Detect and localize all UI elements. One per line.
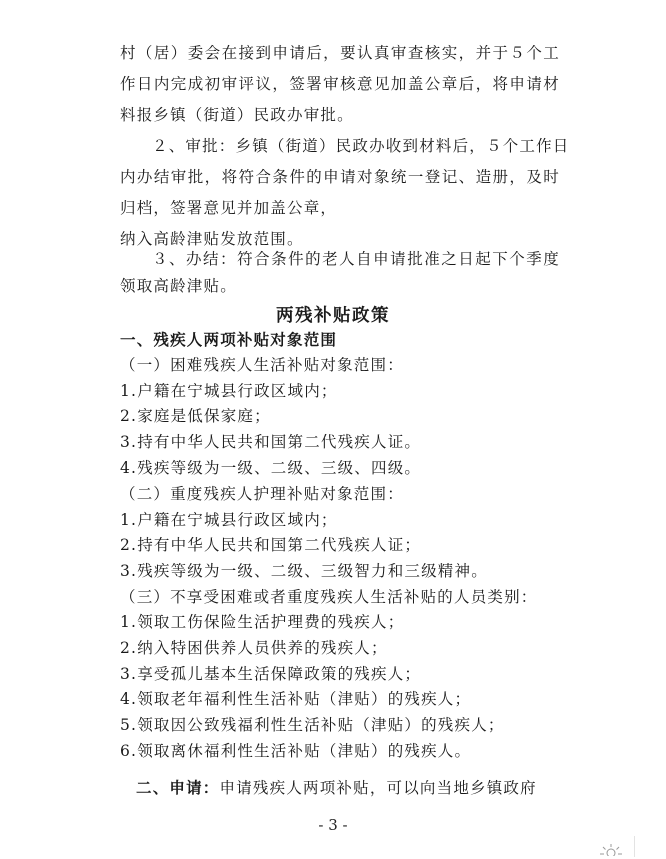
- paragraph-line: 料报乡镇（街道）民政办审批。: [120, 106, 354, 124]
- list-item: 3.享受孤儿基本生活保障政策的残疾人；: [120, 665, 422, 683]
- apply-text: 申请残疾人两项补贴，可以向当地乡镇政府: [219, 779, 537, 797]
- list-item: 1.户籍在宁城县行政区域内；: [120, 382, 338, 400]
- paragraph-line: 纳入高龄津贴发放范围。: [120, 230, 304, 248]
- page-edge-divider: [634, 836, 635, 857]
- subsection-title: 一、残疾人两项补贴对象范围: [120, 330, 338, 349]
- list-item: 4.残疾等级为一级、二级、三级、四级。: [120, 459, 422, 477]
- group-title: （一）困难残疾人生活补贴对象范围：: [120, 356, 404, 374]
- list-item: 3.残疾等级为一级、二级、三级智力和三级精神。: [120, 562, 488, 580]
- list-item: 2.家庭是低保家庭；: [120, 407, 271, 425]
- section-title: 两残补贴政策: [276, 306, 390, 326]
- apply-label: 二、申请：: [136, 778, 220, 797]
- paragraph-line: 内办结审批，将符合条件的申请对象统一登记、造册，及时: [120, 168, 560, 186]
- paragraph-line: 作日内完成初审评议，签署审核意见加盖公章后，将申请材: [120, 75, 560, 93]
- list-item: 1.户籍在宁城县行政区域内；: [120, 511, 338, 529]
- paragraph-line: ３、办结：符合条件的老人自申请批准之日起下个季度: [152, 250, 560, 268]
- list-item: 2.持有中华人民共和国第二代残疾人证；: [120, 536, 422, 554]
- paragraph-line: 归档，签署意见并加盖公章，: [120, 199, 338, 217]
- list-item: 6.领取离休福利性生活补贴（津贴）的残疾人。: [120, 742, 472, 760]
- list-item: 3.持有中华人民共和国第二代残疾人证。: [120, 433, 422, 451]
- list-item: 1.领取工伤保险生活护理费的残疾人；: [120, 613, 405, 631]
- paragraph-line: 领取高龄津贴。: [120, 277, 237, 295]
- paragraph-line: 村（居）委会在接到申请后，要认真审查核实，并于５个工: [120, 44, 560, 62]
- paragraph-line: ２、审批：乡镇（街道）民政办收到材料后，５个工作日: [152, 137, 570, 155]
- group-title: （三）不享受困难或者重度残疾人生活补贴的人员类别：: [120, 588, 538, 606]
- apply-line: [136, 778, 560, 798]
- page-number: - 3 -: [318, 816, 348, 834]
- group-title: （二）重度残疾人护理补贴对象范围：: [120, 485, 404, 503]
- list-item: 5.领取因公致残福利性生活补贴（津贴）的残疾人；: [120, 716, 505, 734]
- list-item: 2.纳入特困供养人员供养的残疾人；: [120, 639, 388, 657]
- sun-icon: [598, 842, 626, 856]
- list-item: 4.领取老年福利性生活补贴（津贴）的残疾人；: [120, 690, 472, 708]
